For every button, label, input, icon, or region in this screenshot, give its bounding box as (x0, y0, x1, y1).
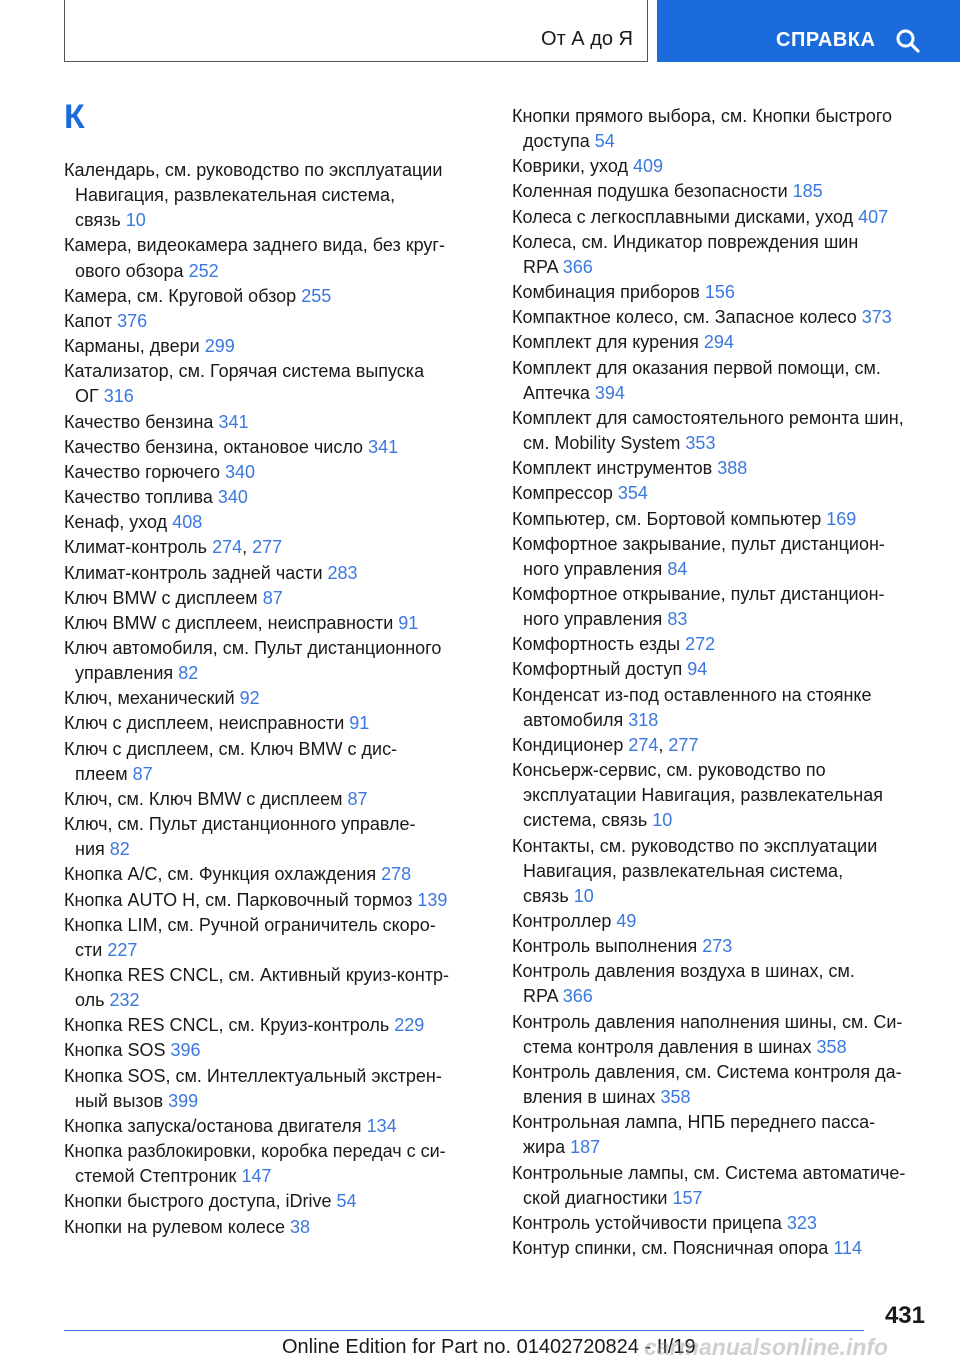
index-entry-text: Навигация, развлекательная система, (75, 185, 396, 206)
page-reference-link[interactable]: 277 (252, 537, 283, 558)
page-reference-link[interactable]: 82 (109, 839, 130, 860)
index-entry-text: Кнопка разблокировки, коробка передач с си- (64, 1141, 446, 1162)
index-entry (64, 359, 482, 409)
index-column-left (64, 158, 482, 1240)
page-reference-link[interactable]: 255 (301, 285, 332, 306)
page-reference-link[interactable]: 83 (667, 609, 688, 630)
index-entry-text: Комплект для курения (512, 332, 699, 353)
index-entry (64, 1139, 482, 1189)
index-entry-text: Навигация, развлекательная система, (523, 860, 844, 881)
index-entry-text: Контроль выполнения (512, 936, 698, 957)
index-entry (64, 737, 482, 787)
page-reference-link[interactable]: 94 (687, 659, 708, 680)
page-reference-link[interactable]: 408 (172, 512, 203, 533)
index-entry (64, 233, 482, 283)
index-entry (64, 485, 482, 510)
index-entry-text: оль (75, 990, 105, 1011)
index-entry (512, 104, 932, 154)
index-entry (512, 305, 932, 330)
index-entry-text: Комфортный доступ (512, 659, 683, 680)
index-entry-text: ской диагностики (523, 1187, 668, 1208)
index-entry-text: Календарь, см. руководство по эксплуатации (64, 160, 443, 180)
index-entry-text: Кнопка SOS, см. Интеллектуальный экстрен- (64, 1065, 442, 1086)
page-reference-link[interactable]: 169 (826, 508, 857, 529)
index-entry-text: управления (75, 663, 174, 684)
index-entry-text: стемой Стептроник (75, 1166, 237, 1187)
index-entry-text: связь (75, 210, 121, 231)
page-reference-link[interactable]: 147 (241, 1166, 272, 1187)
index-entry-text: Комбинация приборов (512, 282, 700, 303)
index-entry-text: Конденсат из-под оставленного на стоянке (512, 684, 872, 705)
page-reference-link[interactable]: 227 (107, 939, 138, 960)
index-entry-text: Комплект для оказания первой помощи, см. (512, 357, 881, 378)
index-entry (512, 1161, 932, 1211)
index-entry (64, 963, 482, 1013)
index-entry-text: Кнопка LIM, см. Ручной ограничитель скоро- (64, 914, 436, 935)
index-entry-text: Камера, видеокамера заднего вида, без круг- (64, 235, 445, 256)
index-entry-text: Комплект инструментов (512, 458, 713, 479)
page-reference-link[interactable]: 87 (347, 788, 368, 809)
page-reference-link[interactable]: 273 (702, 936, 733, 957)
page-reference-link[interactable]: 91 (398, 612, 419, 633)
index-entry-text: ового обзора (75, 260, 184, 281)
index-entry-text: Ключ с дисплеем, см. Ключ BMW с дис- (64, 738, 398, 759)
index-entry-text: Ключ, механический (64, 688, 235, 709)
index-entry (64, 711, 482, 736)
index-entry-text: сти (75, 939, 103, 960)
index-entry (512, 330, 932, 355)
page-reference-link[interactable]: 54 (336, 1191, 357, 1212)
index-entry-text: связь (523, 885, 569, 906)
index-entry (64, 1038, 482, 1063)
index-entry-text: Качество бензина, октановое число (64, 436, 364, 457)
index-entry-text: Комфортное закрывание, пульт дистанцион- (512, 533, 885, 554)
index-entry-text: Ключ BMW с дисплеем, неисправности (64, 612, 394, 633)
index-entry (64, 1189, 482, 1214)
index-entry (64, 812, 482, 862)
index-entry (512, 834, 932, 909)
index-tab-label: От А до Я (541, 28, 633, 50)
index-entry (512, 356, 932, 406)
index-entry (512, 1010, 932, 1060)
index-entry (64, 1064, 482, 1114)
index-entry (64, 686, 482, 711)
page-reference-link[interactable]: 91 (349, 713, 370, 734)
index-entry (512, 179, 932, 204)
index-entry (512, 456, 932, 481)
page-reference-link[interactable]: 87 (132, 763, 153, 784)
index-entry (64, 510, 482, 535)
index-entry-text: ного управления (523, 609, 663, 630)
header-index-tab[interactable] (64, 0, 648, 62)
index-entry-text: Аптечка (523, 382, 590, 403)
index-entry-text: Коленная подушка безопасности (512, 181, 788, 202)
page-reference-link[interactable]: 409 (633, 156, 664, 177)
index-entry (64, 586, 482, 611)
index-entry (64, 862, 482, 887)
index-entry (64, 561, 482, 586)
page-reference-link[interactable]: 399 (168, 1090, 199, 1111)
index-entry-text: Контрольные лампы, см. Система автоматиче- (512, 1162, 906, 1183)
index-entry-text: Ключ автомобиля, см. Пульт дистанционного (64, 637, 442, 658)
section-letter: К (64, 98, 85, 136)
index-entry-text: Контроль давления, см. Система контроля да- (512, 1061, 902, 1082)
page-reference-link[interactable]: 114 (833, 1238, 863, 1259)
page-reference-link[interactable]: 157 (672, 1187, 703, 1208)
index-entry-text: Кнопка A/C, см. Функция охлаждения (64, 864, 377, 885)
index-entry-text: Качество топлива (64, 487, 213, 508)
index-entry-text: Карманы, двери (64, 336, 200, 357)
index-entry-text: ния (75, 839, 105, 860)
index-entry-text: жира (523, 1137, 566, 1158)
index-entry (512, 481, 932, 506)
page-reference-link[interactable]: 396 (170, 1040, 201, 1061)
index-entry: Кондиционер 274, 277 (512, 734, 699, 755)
index-entry (512, 507, 932, 532)
page-reference-link[interactable]: 84 (667, 558, 688, 579)
index-entry-text: Компрессор (512, 483, 613, 504)
index-entry-text: Камера, см. Круговой обзор (64, 285, 297, 306)
page-reference-link[interactable]: 353 (685, 433, 716, 454)
page-reference-link[interactable]: 316 (103, 386, 134, 407)
page-reference-link[interactable]: 299 (204, 336, 235, 357)
page-reference-link[interactable]: 323 (786, 1212, 817, 1233)
index-entry (64, 787, 482, 812)
index-entry: Климат-контроль 274, 277 (64, 537, 283, 558)
index-entry-text: вления в шинах (523, 1087, 656, 1108)
page-reference-link[interactable]: 38 (289, 1216, 311, 1237)
index-entry (512, 154, 932, 179)
index-entry-text: Кенаф, уход (64, 512, 168, 533)
page-reference-link[interactable]: 283 (327, 562, 358, 583)
index-entry-text: Кондиционер (512, 734, 624, 755)
page-reference-link[interactable]: 388 (717, 458, 748, 479)
index-entry (64, 1215, 482, 1240)
index-entry-text: RPA (523, 256, 558, 277)
index-entry-text: автомобиля (523, 709, 624, 730)
index-entry-text: Контроль устойчивости прицепа (512, 1212, 782, 1233)
page-reference-link[interactable]: 294 (703, 332, 734, 353)
index-entry-text: доступа (523, 131, 590, 152)
page-reference-link[interactable]: 341 (218, 411, 249, 432)
page-reference-link[interactable]: 373 (861, 307, 892, 328)
page-reference-link[interactable]: 318 (628, 709, 659, 730)
index-entry (512, 909, 932, 934)
footer-edition-text: Online Edition for Part no. 01402720824 - II/19 (282, 1336, 696, 1358)
index-entry-text: Кнопка RES CNCL, см. Круиз-контроль (64, 1015, 390, 1036)
index-entry-text: см. Mobility System (523, 433, 681, 454)
index-entry-text: ного управления (523, 558, 663, 579)
page-reference-link[interactable]: 278 (381, 864, 412, 885)
page-reference-link[interactable]: 232 (109, 990, 140, 1011)
index-entry-text: Качество горючего (64, 461, 220, 482)
index-entry-text: Колеса, см. Индикатор повреждения шин (512, 231, 859, 252)
page-reference-link[interactable]: 341 (368, 436, 399, 457)
index-entry (64, 334, 482, 359)
page-reference-link[interactable]: 82 (178, 663, 199, 684)
index-entry (512, 582, 932, 632)
index-entry (512, 406, 932, 456)
page-reference-link[interactable]: 354 (617, 483, 648, 504)
index-entry-text: Контрольная лампа, НПБ переднего пасса- (512, 1112, 876, 1133)
index-entry-text: Комфортное открывание, пульт дистанцион- (512, 583, 885, 604)
index-entry-text: Кнопки на рулевом колесе (64, 1216, 285, 1237)
index-entry-text: Климат-контроль (64, 537, 208, 558)
page-reference-link[interactable]: 274 (212, 537, 243, 558)
index-entry-text: Ключ BMW с дисплеем (64, 587, 258, 608)
page-reference-link[interactable]: 10 (652, 810, 673, 831)
page-reference-link[interactable]: 394 (594, 382, 625, 403)
page-reference-link[interactable]: 252 (188, 260, 219, 281)
index-entry-text: Контакты, см. руководство по эксплуатации (512, 835, 878, 856)
footer-divider (64, 1330, 864, 1331)
index-entry-text: Коврики, уход (512, 156, 628, 177)
header-help-tab[interactable] (657, 0, 960, 62)
index-entry-text: ный вызов (75, 1090, 164, 1111)
index-entry (64, 1114, 482, 1139)
page-reference-link[interactable]: 10 (125, 210, 146, 231)
index-entry (512, 532, 932, 582)
index-entry (64, 1013, 482, 1038)
index-entry (64, 435, 482, 460)
page-reference-link[interactable]: 277 (668, 734, 699, 755)
page-reference-link[interactable]: 407 (858, 206, 889, 227)
index-entry (512, 1236, 932, 1261)
index-entry-text: плеем (75, 763, 128, 784)
index-entry-text: Кнопка SOS (64, 1040, 166, 1061)
index-entry-text: Ключ, см. Пульт дистанционного управле- (64, 814, 416, 835)
page-reference-link[interactable]: 10 (573, 885, 594, 906)
page-reference-link[interactable]: 49 (616, 911, 637, 931)
index-entry-text: RPA (523, 986, 558, 1007)
index-entry-text: Качество бензина (64, 411, 214, 432)
index-entry-text: Контур спинки, см. Поясничная опора (512, 1238, 829, 1259)
page-reference-link[interactable]: 185 (792, 181, 823, 202)
page-reference-link[interactable]: 274 (628, 734, 659, 755)
index-entry (64, 913, 482, 963)
index-entry (512, 959, 932, 1009)
page-reference-link[interactable]: 366 (562, 256, 593, 277)
index-entry (512, 657, 932, 682)
index-entry (512, 758, 932, 833)
index-column-right (512, 104, 932, 1261)
page-reference-link[interactable]: 366 (562, 986, 593, 1007)
index-entry-text: Консьерж-сервис, см. руководство по (512, 760, 826, 781)
index-entry-text: ОГ (75, 386, 99, 407)
index-entry (512, 934, 932, 959)
index-entry-text: Климат-контроль задней части (64, 562, 323, 583)
index-entry-text: Кнопка RES CNCL, см. Активный круиз-контр- (64, 965, 450, 985)
index-entry (64, 410, 482, 435)
index-entry-text: стема контроля давления в шинах (523, 1036, 812, 1057)
search-icon (895, 28, 921, 54)
page-reference-link[interactable]: 358 (660, 1087, 691, 1108)
index-entry (512, 1110, 932, 1160)
index-entry (64, 611, 482, 636)
index-entry-text: Ключ, см. Ключ BMW с дисплеем (64, 788, 343, 809)
index-entry (512, 1211, 932, 1236)
page-reference-link[interactable]: 134 (366, 1115, 397, 1136)
index-entry (512, 683, 932, 733)
index-entry-text: Колеса с легкосплавными дисками, уход (512, 206, 854, 227)
index-entry (64, 309, 482, 334)
page-reference-link[interactable]: 139 (417, 889, 448, 910)
page-reference-link[interactable]: 87 (262, 587, 283, 608)
index-entry (512, 1060, 932, 1110)
index-entry-text: Компактное колесо, см. Запасное колесо (512, 307, 857, 328)
page-reference-link[interactable]: 156 (704, 282, 735, 303)
index-entry (512, 205, 932, 230)
index-entry-text: Кнопки прямого выбора, см. Кнопки быстрого (512, 106, 893, 126)
index-entry (64, 284, 482, 309)
index-entry-text: Кнопка AUTO H, см. Парковочный тормоз (64, 889, 413, 910)
index-entry (512, 230, 932, 280)
page-reference-link[interactable]: 229 (394, 1015, 425, 1036)
help-tab-label: СПРАВКА (776, 29, 876, 51)
index-entry (64, 460, 482, 485)
page-reference-link[interactable]: 92 (239, 688, 260, 709)
index-entry-text: Кнопки быстрого доступа, iDrive (64, 1191, 332, 1212)
page-reference-link[interactable]: 340 (225, 461, 256, 482)
page-reference-link[interactable]: 358 (816, 1036, 847, 1057)
index-entry-text: Контроллер (512, 911, 612, 931)
page-reference-link[interactable]: 340 (217, 487, 248, 508)
index-entry-text: Капот (64, 310, 113, 331)
index-entry-text: Кнопка запуска/останова двигателя (64, 1115, 362, 1136)
page-reference-link[interactable]: 187 (570, 1137, 601, 1158)
watermark-text: carmanualsonline.info (644, 1334, 889, 1360)
page-reference-link[interactable]: 272 (685, 634, 716, 655)
page-reference-link[interactable]: 376 (117, 310, 148, 331)
index-entry-text: Контроль давления наполнения шины, см. Си- (512, 1011, 903, 1032)
index-entry-text: Контроль давления воздуха в шинах, см. (512, 961, 855, 982)
index-entry-text: Комплект для самостоятельного ремонта шин, (512, 407, 904, 428)
index-entry-text: система, связь (523, 810, 648, 831)
index-entry (64, 888, 482, 913)
index-entry-text: эксплуатации Навигация, развлекательная (523, 785, 883, 806)
page-reference-link[interactable]: 54 (594, 131, 615, 152)
index-entry (64, 158, 482, 233)
page-number: 431 (884, 1302, 925, 1329)
index-entry-text: Комфортность езды (512, 634, 681, 655)
index-entry-text: Компьютер, см. Бортовой компьютер (512, 508, 822, 529)
index-entry-text: Катализатор, см. Горячая система выпуска (64, 361, 425, 382)
index-entry (64, 636, 482, 686)
index-entry (512, 632, 932, 657)
index-entry-text: Ключ с дисплеем, неисправности (64, 713, 345, 734)
index-entry (512, 280, 932, 305)
